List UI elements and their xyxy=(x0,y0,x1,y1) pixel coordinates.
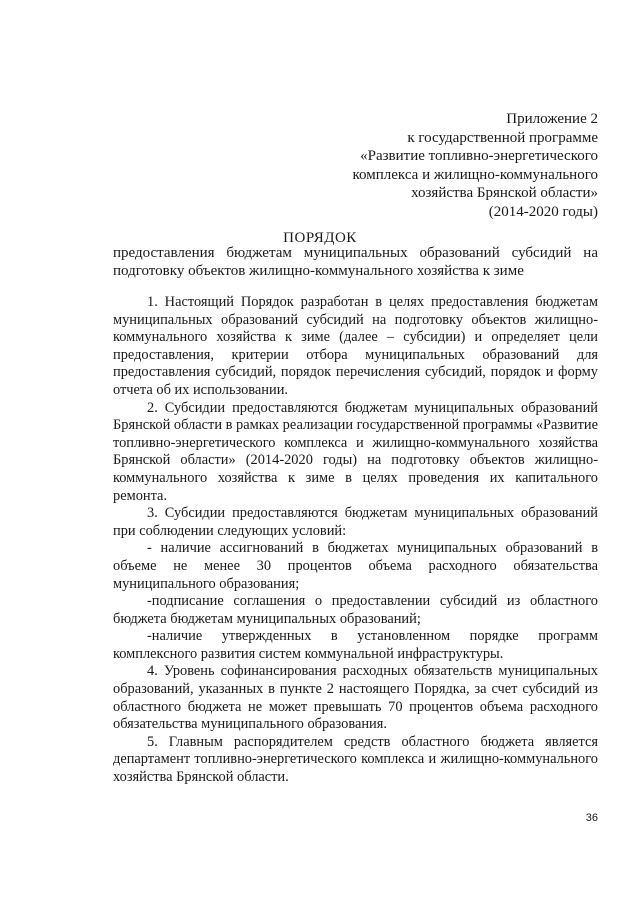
paragraph-4: 4. Уровень софинансирования расходных обязательств муниципальных образований, указанных в пункте 2 настоящего Порядка, за счет субсидий из областного бюджета не может превышать 70 процентов объема расходного обязательства муниципального образования. xyxy=(113,663,598,733)
condition-item: -наличие утвержденных в установленном порядке программ комплексного развития систем коммунальной инфраструктуры. xyxy=(113,628,598,662)
page-number: 36 xyxy=(585,812,598,824)
annex-line: «Развитие топливно-энергетического xyxy=(360,148,598,165)
document-title: ПОРЯДОК xyxy=(283,230,357,246)
annex-line: хозяйства Брянской области» xyxy=(411,185,598,202)
annex-header xyxy=(298,110,598,222)
annex-line: (2014-2020 годы) xyxy=(488,203,598,220)
document-subtitle: предоставления бюджетам муниципальных образований субсидий на подготовку объектов жилищно-коммунального хозяйства к зиме xyxy=(113,245,598,279)
paragraph-3: 3. Субсидии предоставляются бюджетам муниципальных образований при соблюдении следующих условий: xyxy=(113,505,598,539)
annex-line: комплекса и жилищно-коммунального xyxy=(352,166,598,183)
document-body xyxy=(113,294,598,787)
annex-line: к государственной программе xyxy=(407,129,598,146)
condition-item: - наличие ассигнований в бюджетах муниципальных образований в объеме не менее 30 процентов объема расходного обязательства муниципального образования; xyxy=(113,540,598,592)
paragraph-2: 2. Субсидии предоставляются бюджетам муниципальных образований Брянской области в рамках реализации государственной программы «Развитие топливно-энергетического комплекса и жилищно-коммунального хозяйства Брянской области» (2014-2020 годы) на подготовку объектов жилищно-коммунального хозяйства к зиме в целях проведения их капитального ремонта. xyxy=(113,399,598,504)
paragraph-5: 5. Главным распорядителем средств областного бюджета является департамент топливно-энергетического комплекса и жилищно-коммунального хозяйства Брянской области. xyxy=(113,733,598,786)
annex-line: Приложение 2 xyxy=(506,111,598,127)
condition-item: -подписание соглашения о предоставлении субсидий из областного бюджета бюджетам муниципальных образований; xyxy=(113,593,598,627)
paragraph-1: 1. Настоящий Порядок разработан в целях предоставления бюджетам муниципальных образований субсидий на подготовку объектов жилищно-коммунального хозяйства к зиме (далее – субсидии) и определяет цели предоставления, критерии отбора муниципальных образований для предоставления субсидий, порядок перечисления субсидий, порядок и форму отчета об их использовании. xyxy=(113,294,598,398)
